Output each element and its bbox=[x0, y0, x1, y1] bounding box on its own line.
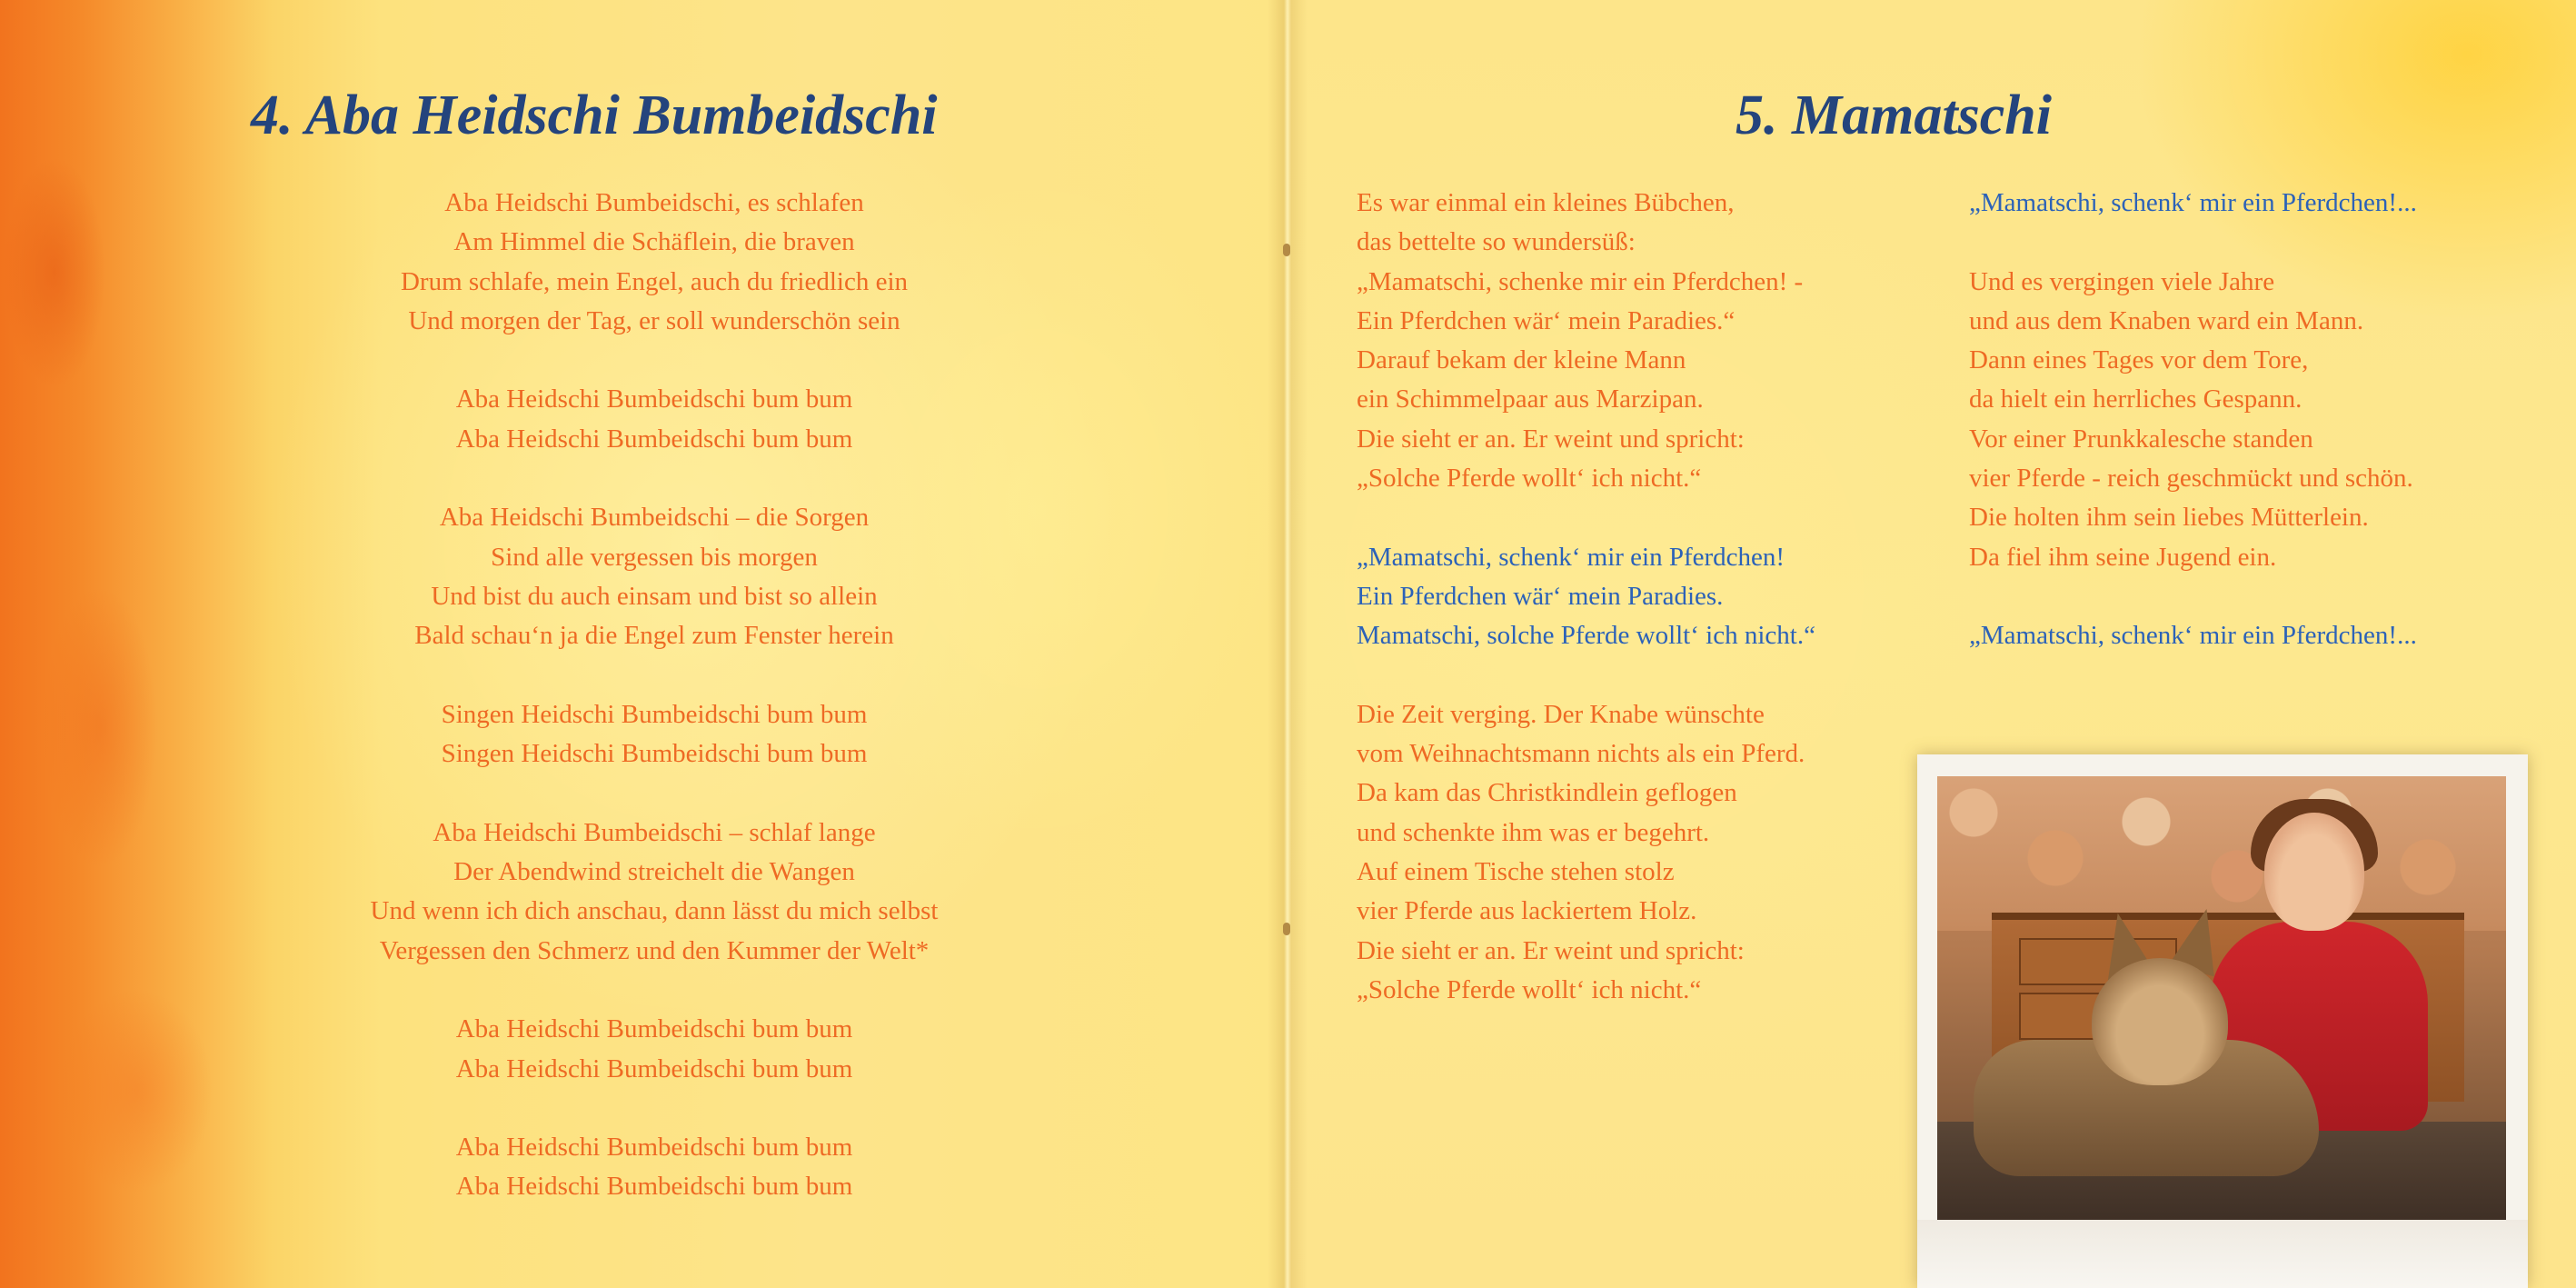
photo-image bbox=[1937, 776, 2506, 1220]
lyric-line: Singen Heidschi Bumbeidschi bum bum bbox=[441, 739, 868, 769]
lyric-line: Drum schlafe, mein Engel, auch du friedlich ein bbox=[400, 266, 909, 296]
lyric-line: „Mamatschi, schenke mir ein Pferdchen! - bbox=[1357, 266, 1804, 296]
lyric-line: Und morgen der Tag, er soll wunderschön sein bbox=[408, 305, 900, 335]
lyric-line: Aba Heidschi Bumbeidschi bum bum bbox=[455, 424, 853, 454]
lyric-line: „Solche Pferde wollt‘ ich nicht.“ bbox=[1357, 974, 1702, 1004]
lyric-line: Vergessen den Schmerz und den Kummer der Welt* bbox=[379, 935, 930, 965]
lyric-line: und aus dem Knaben ward ein Mann. bbox=[1969, 305, 2364, 335]
lyric-line: Bald schau‘n ja die Engel zum Fenster herein bbox=[414, 621, 894, 651]
staple bbox=[1283, 244, 1290, 256]
lyric-line: „Mamatschi, schenk‘ mir ein Pferdchen! bbox=[1357, 542, 1785, 572]
photo-boy-face bbox=[2264, 813, 2364, 931]
lyric-line: Aba Heidschi Bumbeidschi – schlaf lange bbox=[433, 817, 876, 847]
photo-wallpaper bbox=[1937, 776, 2506, 931]
lyric-line: Ein Pferdchen wär‘ mein Paradies. bbox=[1357, 581, 1724, 611]
lyric-line: das bettelte so wundersüß: bbox=[1357, 227, 1636, 257]
stanza-gap bbox=[1357, 656, 1902, 695]
lyric-line: Aba Heidschi Bumbeidschi bum bum bbox=[455, 1133, 853, 1163]
lyric-line: Darauf bekam der kleine Mann bbox=[1357, 345, 1686, 375]
lyric-line: Aba Heidschi Bumbeidschi – die Sorgen bbox=[439, 503, 870, 533]
lyric-line: Die holten ihm sein liebes Mütterlein. bbox=[1969, 503, 2369, 533]
lyric-line: Die sieht er an. Er weint und spricht: bbox=[1357, 424, 1745, 454]
photo-dog-head bbox=[2092, 958, 2228, 1085]
lyric-line: ein Schimmelpaar aus Marzipan. bbox=[1357, 384, 1704, 414]
lyric-line: vier Pferde - reich geschmückt und schön. bbox=[1969, 464, 2413, 494]
lyric-line: und schenkte ihm was er begehrt. bbox=[1357, 817, 1710, 847]
lyric-line: Da fiel ihm seine Jugend ein. bbox=[1969, 542, 2277, 572]
lyrics-mamatschi-column-2 bbox=[1969, 184, 2532, 656]
staple bbox=[1283, 923, 1290, 935]
stanza-gap bbox=[309, 341, 1000, 380]
lyric-line: Dann eines Tages vor dem Tore, bbox=[1969, 345, 2309, 375]
lyric-line: Da kam das Christkindlein geflogen bbox=[1357, 778, 1737, 808]
lyric-line: Aba Heidschi Bumbeidschi, es schlafen bbox=[444, 188, 864, 217]
lyric-line: Aba Heidschi Bumbeidschi bum bum bbox=[455, 384, 853, 414]
lyric-line: Und es vergingen viele Jahre bbox=[1969, 266, 2275, 296]
lyrics-aba-heidschi bbox=[309, 184, 1000, 1207]
lyric-line: Singen Heidschi Bumbeidschi bum bum bbox=[441, 699, 868, 729]
lyric-line: vier Pferde aus lackiertem Holz. bbox=[1357, 896, 1697, 926]
photo-boy-with-dog bbox=[1917, 754, 2528, 1288]
stanza-gap bbox=[1357, 498, 1902, 537]
lyric-line: Aba Heidschi Bumbeidschi bum bum bbox=[455, 1172, 853, 1202]
lyric-line: Der Abendwind streichelt die Wangen bbox=[453, 857, 855, 887]
lyric-line: Am Himmel die Schäflein, die braven bbox=[453, 227, 855, 257]
lyric-line: Aba Heidschi Bumbeidschi bum bum bbox=[455, 1053, 853, 1083]
lyric-line: Sind alle vergessen bis morgen bbox=[491, 542, 818, 572]
stanza-gap bbox=[1969, 577, 2532, 616]
photo-border bbox=[1917, 1220, 2528, 1288]
lyric-line: Es war einmal ein kleines Bübchen, bbox=[1357, 188, 1735, 217]
lyric-line: Die sieht er an. Er weint und spricht: bbox=[1357, 935, 1745, 965]
lyric-line: Die Zeit verging. Der Knabe wünschte bbox=[1357, 699, 1765, 729]
lyric-line: Aba Heidschi Bumbeidschi bum bum bbox=[455, 1014, 853, 1044]
song-title-5: 5. Mamatschi bbox=[1736, 85, 2052, 146]
lyric-line: „Solche Pferde wollt‘ ich nicht.“ bbox=[1357, 464, 1702, 494]
lyrics-mamatschi-column-1 bbox=[1357, 184, 1902, 1010]
left-page bbox=[0, 0, 1286, 1288]
lyric-line: Mamatschi, solche Pferde wollt‘ ich nicht.“ bbox=[1357, 621, 1815, 651]
lyric-line: Vor einer Prunkkalesche standen bbox=[1969, 424, 2313, 454]
lyric-line: „Mamatschi, schenk‘ mir ein Pferdchen!... bbox=[1969, 188, 2417, 217]
lyric-line: Auf einem Tische stehen stolz bbox=[1357, 857, 1675, 887]
stanza-gap bbox=[309, 774, 1000, 813]
stanza-gap bbox=[309, 971, 1000, 1010]
lyric-line: Ein Pferdchen wär‘ mein Paradies.“ bbox=[1357, 305, 1736, 335]
lyric-line: da hielt ein herrliches Gespann. bbox=[1969, 384, 2302, 414]
lyric-line: vom Weihnachtsmann nichts als ein Pferd. bbox=[1357, 739, 1805, 769]
spine-fold bbox=[1268, 0, 1308, 1288]
stanza-gap bbox=[309, 656, 1000, 695]
left-page-brush-edge bbox=[0, 0, 236, 1288]
song-title-4: 4. Aba Heidschi Bumbeidschi bbox=[251, 85, 938, 146]
stanza-gap bbox=[309, 459, 1000, 498]
lyric-line: „Mamatschi, schenk‘ mir ein Pferdchen!... bbox=[1969, 621, 2417, 651]
lyric-line: Und bist du auch einsam und bist so allein bbox=[431, 581, 878, 611]
stanza-gap bbox=[309, 1089, 1000, 1128]
lyric-line: Und wenn ich dich anschau, dann lässt du mich selbst bbox=[370, 896, 939, 926]
stanza-gap bbox=[1969, 223, 2532, 262]
